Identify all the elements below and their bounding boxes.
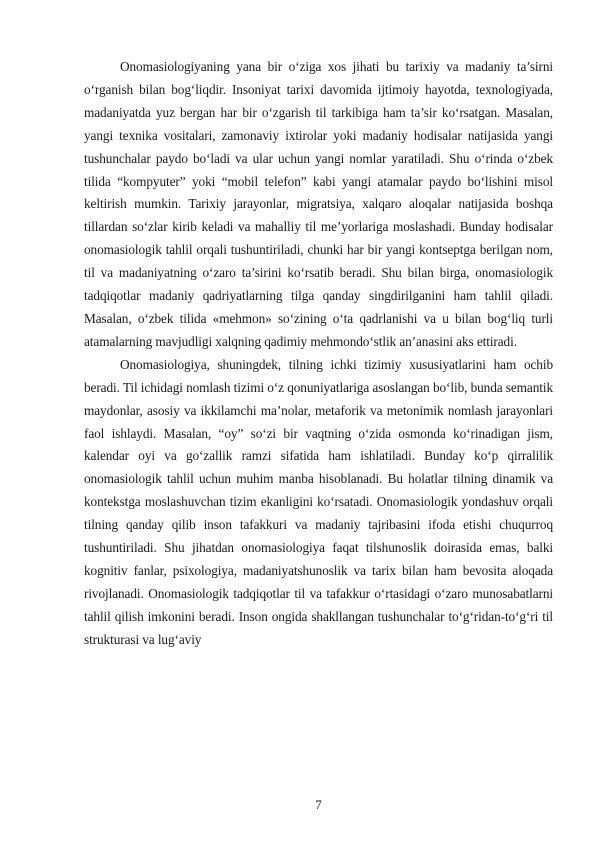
page-number: 7 [315,797,322,812]
paragraph: Onomasiologiyaning yana bir o‘ziga xos jihati bu tarixiy va madaniy ta’sirni o‘rganish bilan bog‘liqdir. Insoniyat tarixi davomida ijtimoiy hayotda, texnologiyada, madaniyatda yuz bergan har bir o‘zgarish til tarkibiga ham ta’sir ko‘rsatgan. Masalan, yangi texnika vositalari, zamonaviy ixtirolar yoki madaniy hodisalar natijasida yangi tushunchalar paydo bo‘ladi va ular uchun yangi nomlar yaratiladi. Shu o‘rinda o‘zbek tilida “kompyuter” yoki “mobil telefon” kabi yangi atamalar paydo bo‘lishini misol keltirish mumkin. Tarixiy jarayonlar, migratsiya, xalqaro aloqalar natijasida boshqa tillardan so‘zlar kirib keladi va mahalliy til me’yorlariga moslashadi. Bunday hodisalar onomasiologik tahlil orqali tushuntiriladi, chunki har bir yangi kontseptga berilgan nom, til va madaniyatning o‘zaro ta’sirini ko‘rsatib beradi. Shu bilan birga, onomasiologik tadqiqotlar madaniy qadriyatlarning tilga qanday singdirilganini ham tahlil qiladi. Masalan, o‘zbek tilida «mehmon» so‘zining o‘ta qadrlanishi va u bilan bog‘liq turli atamalarning mavjudligi xalqning qadimiy mehmondo‘stlik an’anasini aks ettiradi. [84,59,553,349]
body-text [84,56,553,652]
paragraph: Onomasiologiya, shuningdek, tilning ichki tizimiy xususiyatlarini ham ochib beradi. Til ichidagi nomlash tizimi o‘z qonuniyatlariga asoslangan bo‘lib, bunda semantik maydonlar, asosiy va ikkilamchi ma’nolar, metaforik va metonimik nomlash jarayonlari faol ishlaydi. Masalan, “oy” so‘zi bir vaqtning o‘zida osmonda ko‘rinadigan jism, kalendar oyi va go‘zallik ramzi sifatida ham ishlatiladi. Bunday ko‘p qirralilik onomasiologik tahlil uchun muhim manba hisoblanadi. Bu holatlar tilning dinamik va kontekstga moslashuvchan tizim ekanligini ko‘rsatadi. Onomasiologik yondashuv orqali tilning qanday qilib inson tafakkuri va madaniy tajribasini ifoda etishi chuqurroq tushuntiriladi. Shu jihatdan onomasiologiya faqat tilshunoslik doirasida emas, balki kognitiv fanlar, psixologiya, madaniyatshunoslik va tarix bilan ham bevosita aloqada rivojlanadi. Onomasiologik tadqiqotlar til va tafakkur o‘rtasidagi o‘zaro munosabatlarni tahlil qilish imkonini beradi. Inson ongida shakllangan tushunchalar to‘g‘ridan-to‘g‘ri til strukturasi va lug‘aviy [84,356,553,647]
